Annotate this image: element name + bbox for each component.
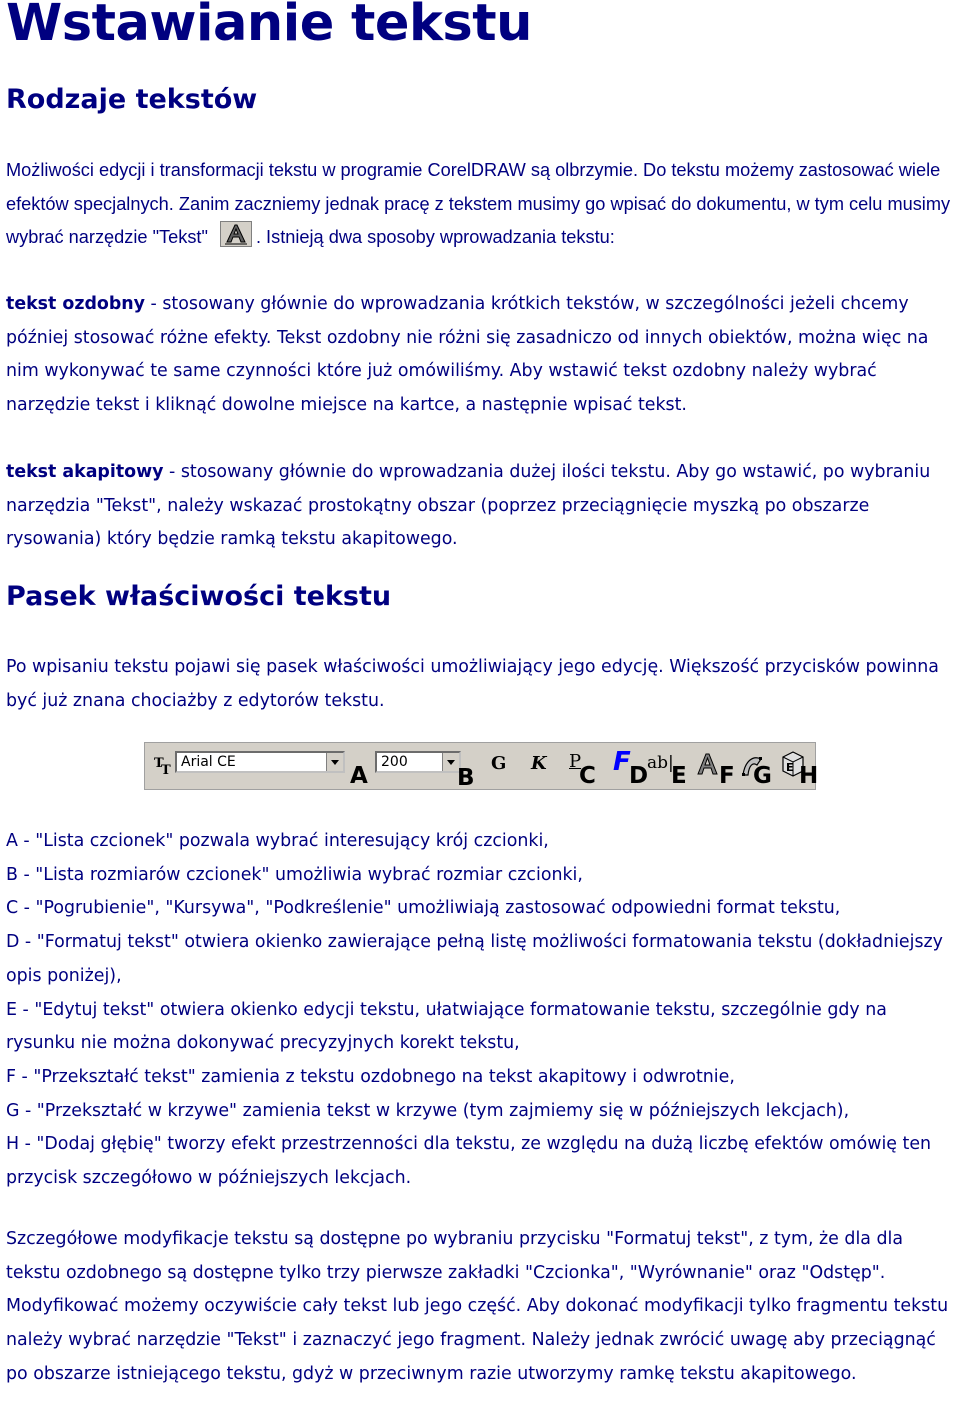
- edit-text-glyph: ab|: [647, 753, 674, 773]
- font-list-combo: [175, 751, 345, 773]
- italic-button-glyph: K: [531, 753, 547, 774]
- font-type-icon: [153, 753, 175, 779]
- list-item: A - "Lista czcionek" pozwala wybrać interesujący krój czcionki,: [6, 831, 549, 851]
- list-item: E - "Edytuj tekst" otwiera okienko edycji tekstu, ułatwiające formatowanie tekstu, szczególnie gdy na rysunku nie można dokonywać precyzyjnych korekt tekstu,: [6, 999, 887, 1054]
- bold-button-glyph: G: [491, 753, 507, 774]
- font-list-value: Arial CE: [181, 754, 236, 770]
- toolbar-intro-paragraph: Po wpisaniu tekstu pojawi się pasek właściwości umożliwiający jego edycję. Większość przycisków powinna być już znana chociażby z edytorów tekstu.: [6, 657, 939, 711]
- label-e: E: [671, 763, 687, 789]
- underline-button-glyph: P: [569, 751, 582, 772]
- label-c: C: [579, 763, 596, 789]
- label-d: D: [629, 763, 649, 789]
- artistic-text-desc: - stosowany głównie do wprowadzania krótkich tekstów, w szczególności jeżeli chcemy później stosować różne efekty. Tekst ozdobny nie różni się zasadniczo od innych obiektów, można więc na nim wykonywać te same czynności które już omówiliśmy. Aby wstawić tekst ozdobny należy wybrać narzędzie tekst i kliknąć dowolne miejsce na kartce, a następnie wpisać tekst.: [6, 294, 929, 416]
- list-item: C - "Pogrubienie", "Kursywa", "Podkreślenie" umożliwiają zastosować odpowiedni format tekstu,: [6, 898, 841, 919]
- outro-paragraph: Szczegółowe modyfikacje tekstu są dostępne po wybraniu przycisku "Formatuj tekst", z tym, że dla dla tekstu ozdobnego są dostępne tylko trzy pierwsze zakładki "Czcionka", "Wyrównanie" oraz "Odstęp". Modyfikować możemy oczywiście cały tekst lub jego część. Aby dokonać modyfikacji tylko fragmentu tekstu należy wybrać narzędzie "Tekst" i zaznaczyć jego fragment. Należy jednak zwrócić uwagę aby przeciągnąć po obszarze istniejącego tekstu, gdyż w przeciwnym razie utworzymy ramkę tekstu akapitowego.: [6, 1229, 949, 1384]
- list-item: F - "Przekształć tekst" zamienia z tekstu ozdobnego na tekst akapitowy i odwrotnie,: [6, 1066, 735, 1087]
- intro-text-after: . Istnieją dwa sposoby wprowadzania tekstu:: [255, 227, 615, 248]
- list-item: G - "Przekształć w krzywe" zamienia tekst w krzywe (tym zajmiemy się w późniejszych lekcjach),: [6, 1100, 850, 1121]
- paragraph-text-desc: - stosowany głównie do wprowadzania dużej ilości tekstu. Aby go wstawić, po wybraniu narzędzia "Tekst", należy wskazać prostokątny obszar (poprzez przeciągnięcie myszką po obszarze rysowania) który będzie ramką tekstu akapitowego.: [6, 462, 931, 550]
- label-b: B: [457, 765, 475, 791]
- font-list-arrow-icon: [326, 753, 343, 771]
- format-text-glyph: F: [613, 747, 631, 777]
- svg-text:E: E: [786, 761, 794, 774]
- section-heading-text-toolbar: Pasek właściwości tekstu: [6, 581, 392, 612]
- paragraph-text-term: tekst akapitowy: [6, 462, 164, 482]
- artistic-text-term: tekst ozdobny: [6, 294, 146, 314]
- font-size-value: 200: [381, 754, 408, 770]
- paragraph-text-paragraph: [6, 456, 958, 557]
- label-g: G: [753, 763, 772, 789]
- label-f: F: [719, 763, 735, 789]
- svg-text:T: T: [161, 763, 171, 775]
- intro-text-before: Możliwości edycji i transformacji tekstu w programie CorelDRAW są olbrzymie. Do tekstu możemy zastosować wiele efektów specjalnych. Zanim zaczniemy jednak pracę z tekstem musimy go wpisać do dokumentu, w tym celu musimy wybrać narzędzie "Tekst": [6, 160, 951, 248]
- section-heading-text-types: Rodzaje tekstów: [6, 84, 258, 115]
- artistic-text-paragraph: [6, 288, 958, 423]
- list-item: H - "Dodaj głębię" tworzy efekt przestrzenności dla tekstu, ze względu na dużą liczbę efektów omówię ten przycisk szczegółowo w późniejszych lekcjach.: [6, 1134, 932, 1189]
- text-property-bar-image: [144, 742, 819, 791]
- intro-paragraph: [6, 154, 958, 255]
- text-tool-icon: [220, 221, 252, 247]
- list-item: B - "Lista rozmiarów czcionek" umożliwia wybrać rozmiar czcionki,: [6, 864, 583, 885]
- list-item: D - "Formatuj tekst" otwiera okienko zawierające pełną listę możliwości formatowania tekstu (dokładniejszy opis poniżej),: [6, 932, 943, 986]
- label-a: A: [350, 763, 368, 789]
- page-title: Wstawianie tekstu: [6, 0, 532, 53]
- font-size-combo: [375, 751, 461, 773]
- toolbar-legend-list: [6, 825, 958, 1196]
- svg-text:T: T: [154, 756, 164, 771]
- label-h: H: [799, 763, 819, 789]
- convert-text-icon: [695, 751, 721, 781]
